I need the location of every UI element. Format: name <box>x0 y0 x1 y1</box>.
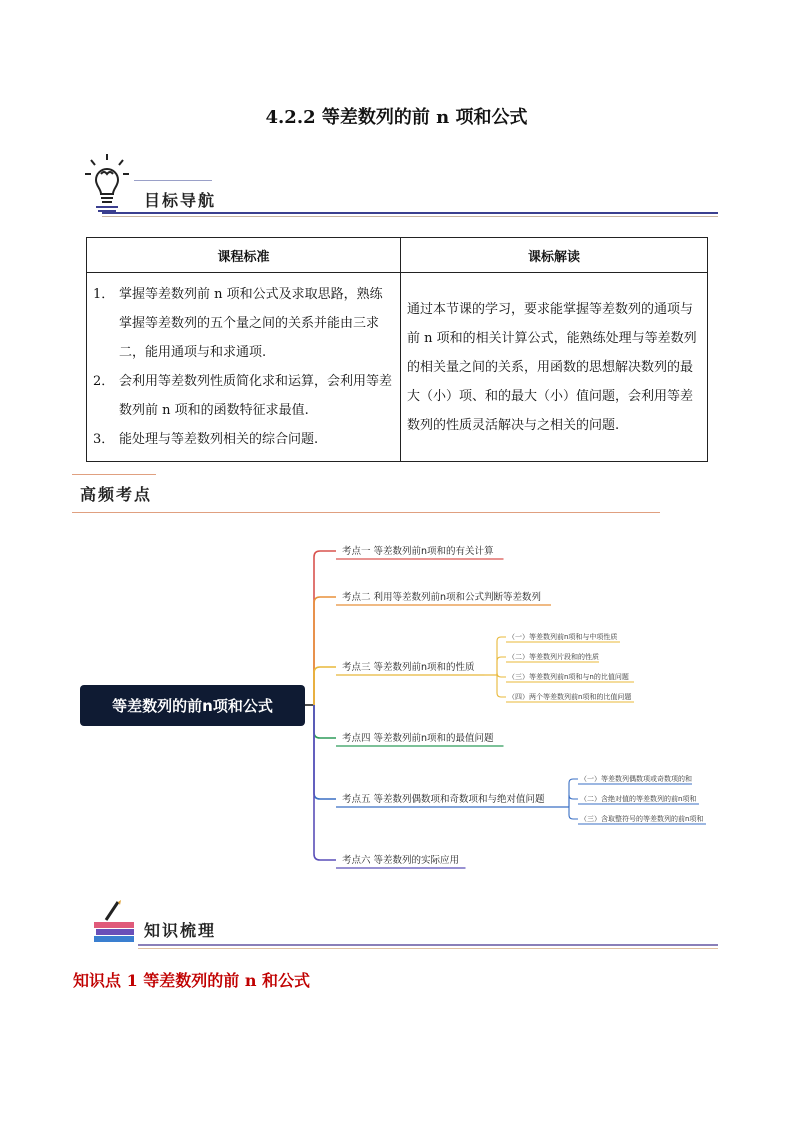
knowledge-point-title: 知识点 1 等差数列的前 n 和公式 <box>73 971 311 990</box>
table-header-interpretation: 课标解读 <box>401 238 708 273</box>
section-banner-hot <box>72 474 662 516</box>
mindmap-connector <box>314 667 336 705</box>
interpretation-cell: 通过本节课的学习，要求能掌握等差数列的通项与前 n 项和的相关计算公式，能熟练处理与等差数列的相关量之间的关系，用函数的思想解决数列的最大（小）项、和的最大（小）值问题，会利用等差数列的性质灵活解决与之相关的问题. <box>401 273 708 462</box>
mindmap-subpoint: （二）等差数列片段和的性质 <box>508 653 599 661</box>
mindmap-connector <box>314 597 336 705</box>
mindmap-connector <box>569 807 578 819</box>
standard-item: 3． 能处理与等差数列相关的综合问题. <box>93 432 319 447</box>
mindmap-point: 考点三 等差数列前n项和的性质 <box>342 662 475 673</box>
mindmap-subpoint: （四）两个等差数列前n项和的比值问题 <box>508 693 632 701</box>
mindmap-connector <box>314 705 336 860</box>
page-title: 4.2.2 等差数列的前 n 项和公式 <box>265 107 528 128</box>
mindmap-subpoint: （一）等差数列前n项和与中项性质 <box>508 633 618 641</box>
standard-item: 1． 掌握等差数列前 n 项和公式及求取思路，熟练掌握等差数列的五个量之间的关系并能由三求二，能用通项与和求通项. <box>93 287 383 360</box>
books-icon <box>92 900 138 944</box>
standard-item: 2． 会利用等差数列性质简化求和运算，会利用等差数列前 n 项和的函数特征求最值. <box>93 374 393 418</box>
standards-cell <box>87 273 401 462</box>
section-banner-knowledge <box>92 900 722 950</box>
curriculum-standards-table <box>86 237 708 462</box>
mindmap-subpoint: （二）含绝对值的等差数列的前n项和 <box>580 795 697 803</box>
mindmap-point: 考点二 利用等差数列前n项和公式判断等差数列 <box>342 592 542 603</box>
lightbulb-icon <box>82 152 132 214</box>
mindmap-point: 考点五 等差数列偶数项和奇数项和与绝对值问题 <box>342 794 545 805</box>
mindmap-subpoint: （三）等差数列前n项和与n的比值问题 <box>508 673 629 681</box>
mindmap-connector <box>497 657 506 675</box>
mindmap-connector <box>314 705 336 799</box>
mindmap-connector <box>314 705 336 738</box>
section-title-goal: 目标导航 <box>144 191 217 210</box>
section-banner-goal <box>82 152 722 218</box>
mindmap-connector <box>569 779 578 807</box>
section-title-knowledge: 知识梳理 <box>144 921 217 940</box>
section-title-hot: 高频考点 <box>80 485 153 504</box>
table-header-standard: 课程标准 <box>87 238 401 273</box>
mindmap-connector <box>314 551 336 705</box>
mindmap-point: 考点一 等差数列前n项和的有关计算 <box>342 546 494 557</box>
mindmap-connector <box>497 673 506 677</box>
mindmap-point: 考点六 等差数列的实际应用 <box>342 855 460 866</box>
mindmap-subpoint: （一）等差数列偶数项或奇数项的和 <box>580 775 692 783</box>
mindmap-point: 考点四 等差数列前n项和的最值问题 <box>342 733 494 744</box>
mindmap-subpoint: （三）含取整符号的等差数列的前n项和 <box>580 815 704 823</box>
mindmap-connector <box>497 637 506 675</box>
mindmap-connector <box>569 795 578 807</box>
mindmap-root: 等差数列的前n项和公式 <box>80 685 305 726</box>
mindmap-connector <box>497 675 506 697</box>
